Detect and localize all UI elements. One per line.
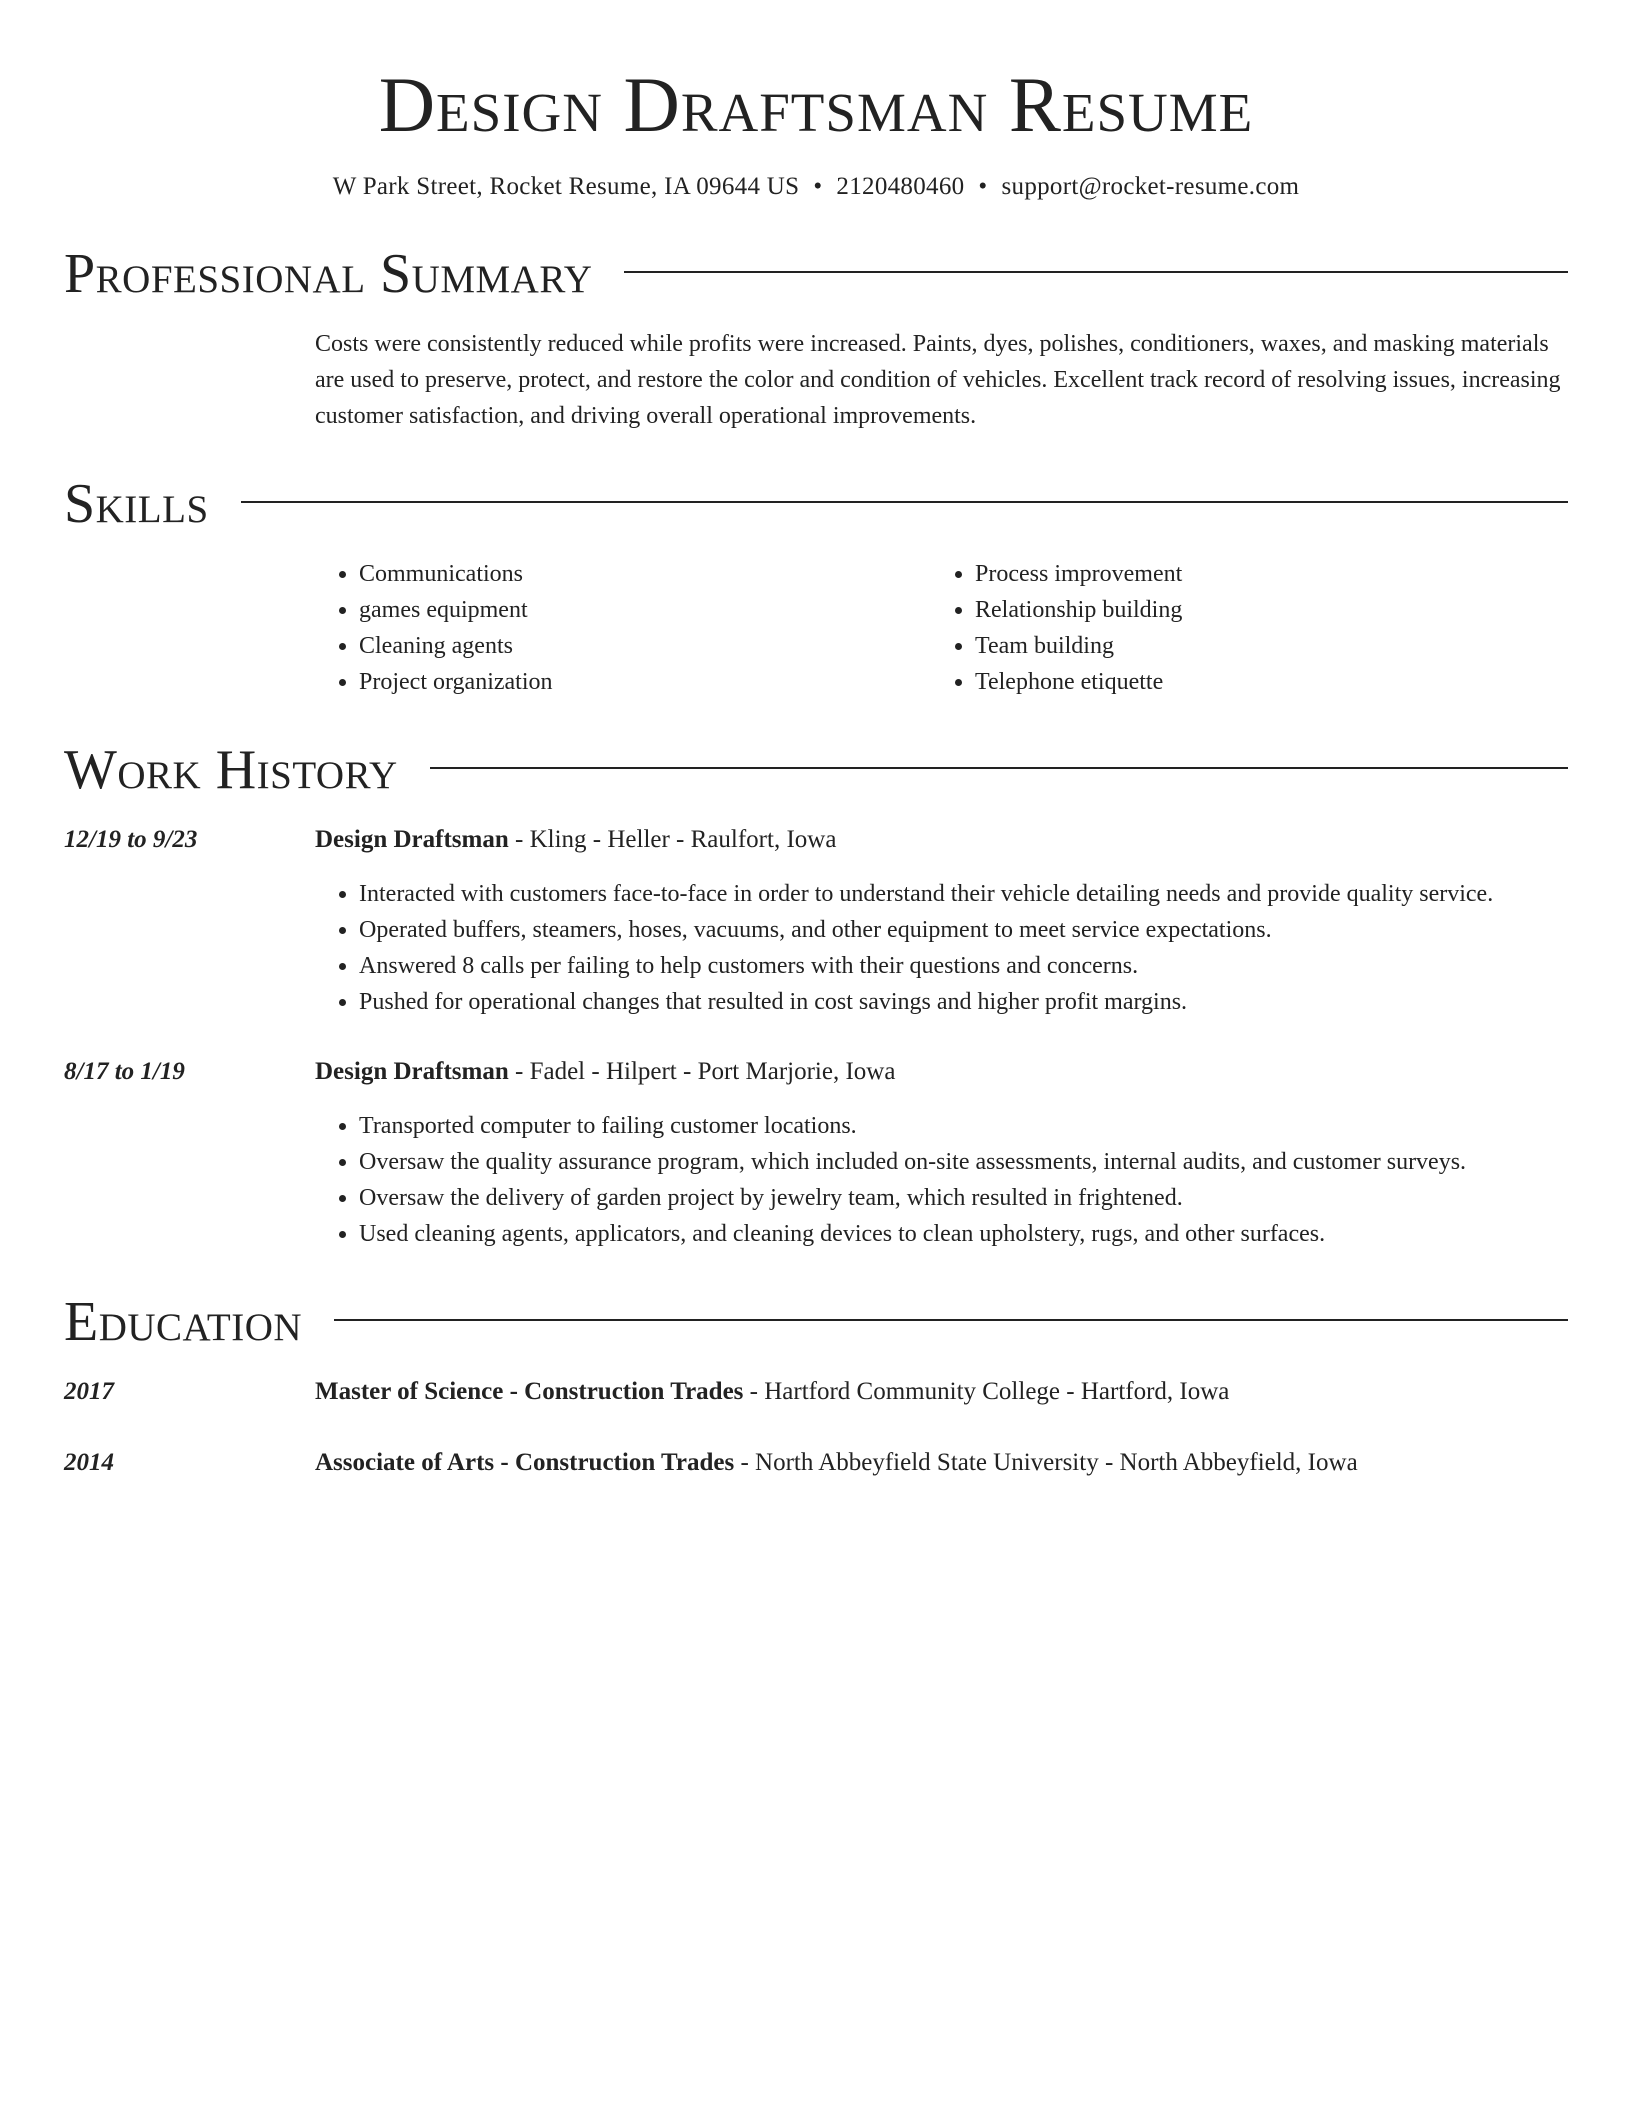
job-dates: 8/17 to 1/19 — [64, 1058, 185, 1085]
summary-row — [64, 326, 1568, 434]
contact-address: W Park Street, Rocket Resume, IA 09644 US — [332, 173, 800, 200]
contact-separator: • — [978, 173, 988, 200]
job-employer-location: - Fadel - Hilpert - Port Marjorie, Iowa — [508, 1058, 896, 1085]
education-entry — [64, 1445, 1568, 1481]
skill-item: • Telephone etiquette — [975, 664, 1182, 700]
summary-section-header — [64, 242, 1568, 306]
job-bullet: • Transported computer to failing customer locations. — [359, 1108, 1568, 1144]
job-bullets — [315, 1108, 1568, 1252]
skill-item: • Cleaning agents — [359, 628, 931, 664]
contact-phone: 2120480460 — [836, 173, 965, 200]
education-school-location: - North Abbeyfield State University - North Abbeyfield, Iowa — [734, 1449, 1358, 1476]
contact-line — [64, 170, 1568, 204]
education-degree: Master of Science - Construction Trades — [315, 1378, 744, 1405]
job-bullets — [315, 876, 1568, 1020]
education-year: 2017 — [64, 1378, 114, 1405]
job-body — [315, 1054, 1568, 1252]
job-position: Design Draftsman — [315, 826, 509, 853]
job-dates: 12/19 to 9/23 — [64, 826, 198, 853]
work-section-title: Work History — [64, 739, 398, 801]
education-degree: Associate of Arts - Construction Trades — [315, 1449, 735, 1476]
education-body — [315, 1445, 1568, 1481]
job-position: Design Draftsman — [315, 1058, 509, 1085]
skills-section-title: Skills — [64, 473, 209, 535]
skills-row — [64, 556, 1568, 700]
job-body — [315, 822, 1568, 1020]
education-school-location: - Hartford Community College - Hartford, Iowa — [743, 1378, 1230, 1405]
job-title-line — [315, 1054, 1568, 1090]
skill-item: • Process improvement — [975, 556, 1182, 592]
skills-section-header — [64, 472, 1568, 536]
job-bullet: • Answered 8 calls per failing to help customers with their questions and concerns. — [359, 948, 1568, 984]
section-divider — [624, 271, 1568, 273]
summary-section-title: Professional Summary — [64, 243, 593, 305]
job-title-line — [315, 822, 1568, 858]
summary-body — [315, 326, 1568, 434]
skill-item: • Team building — [975, 628, 1182, 664]
job-bullet: • Oversaw the quality assurance program, which included on-site assessments, internal audits, and customer surveys. — [359, 1144, 1568, 1180]
skills-grid — [315, 556, 1568, 700]
skill-item: • Relationship building — [975, 592, 1182, 628]
resume-title: Design Draftsman Resume — [378, 61, 1254, 148]
summary-text: Costs were consistently reduced while profits were increased. Paints, dyes, polishes, conditioners, waxes, and masking materials are used to preserve, protect, and restore the color and condition of vehicles. Excellent track record of resolving issues, increasing customer satisfaction, and driving overall operational improvements. — [315, 331, 1561, 429]
resume-page — [64, 0, 1568, 1481]
job-bullet: • Oversaw the delivery of garden project by jewelry team, which resulted in frightened. — [359, 1180, 1568, 1216]
skills-body — [315, 556, 1568, 700]
job-employer-location: - Kling - Heller - Raulfort, Iowa — [508, 826, 837, 853]
education-entry — [64, 1374, 1568, 1410]
job-bullet: • Interacted with customers face-to-face in order to understand their vehicle detailing needs and provide quality service. — [359, 876, 1568, 912]
work-section-header — [64, 738, 1568, 802]
skill-item: • Communications — [359, 556, 931, 592]
skills-list-right — [931, 556, 1182, 700]
section-divider — [430, 767, 1568, 769]
contact-separator: • — [813, 173, 823, 200]
job-entry — [64, 1054, 1568, 1252]
skill-item: • Project organization — [359, 664, 931, 700]
job-bullet: • Pushed for operational changes that resulted in cost savings and higher profit margins. — [359, 984, 1568, 1020]
contact-email: support@rocket-resume.com — [1001, 173, 1300, 200]
job-bullet: • Used cleaning agents, applicators, and cleaning devices to clean upholstery, rugs, and other surfaces. — [359, 1216, 1568, 1252]
education-year: 2014 — [64, 1449, 114, 1476]
skill-item: • games equipment — [359, 592, 931, 628]
education-section-title: Education — [64, 1291, 303, 1353]
section-divider — [241, 501, 1568, 503]
summary-left-spacer — [64, 326, 315, 434]
skills-left-spacer — [64, 556, 315, 700]
education-section-header — [64, 1290, 1568, 1354]
education-body — [315, 1374, 1568, 1410]
skills-list-left — [315, 556, 931, 700]
section-divider — [334, 1319, 1568, 1321]
job-bullet: • Operated buffers, steamers, hoses, vacuums, and other equipment to meet service expectations. — [359, 912, 1568, 948]
job-entry — [64, 822, 1568, 1020]
